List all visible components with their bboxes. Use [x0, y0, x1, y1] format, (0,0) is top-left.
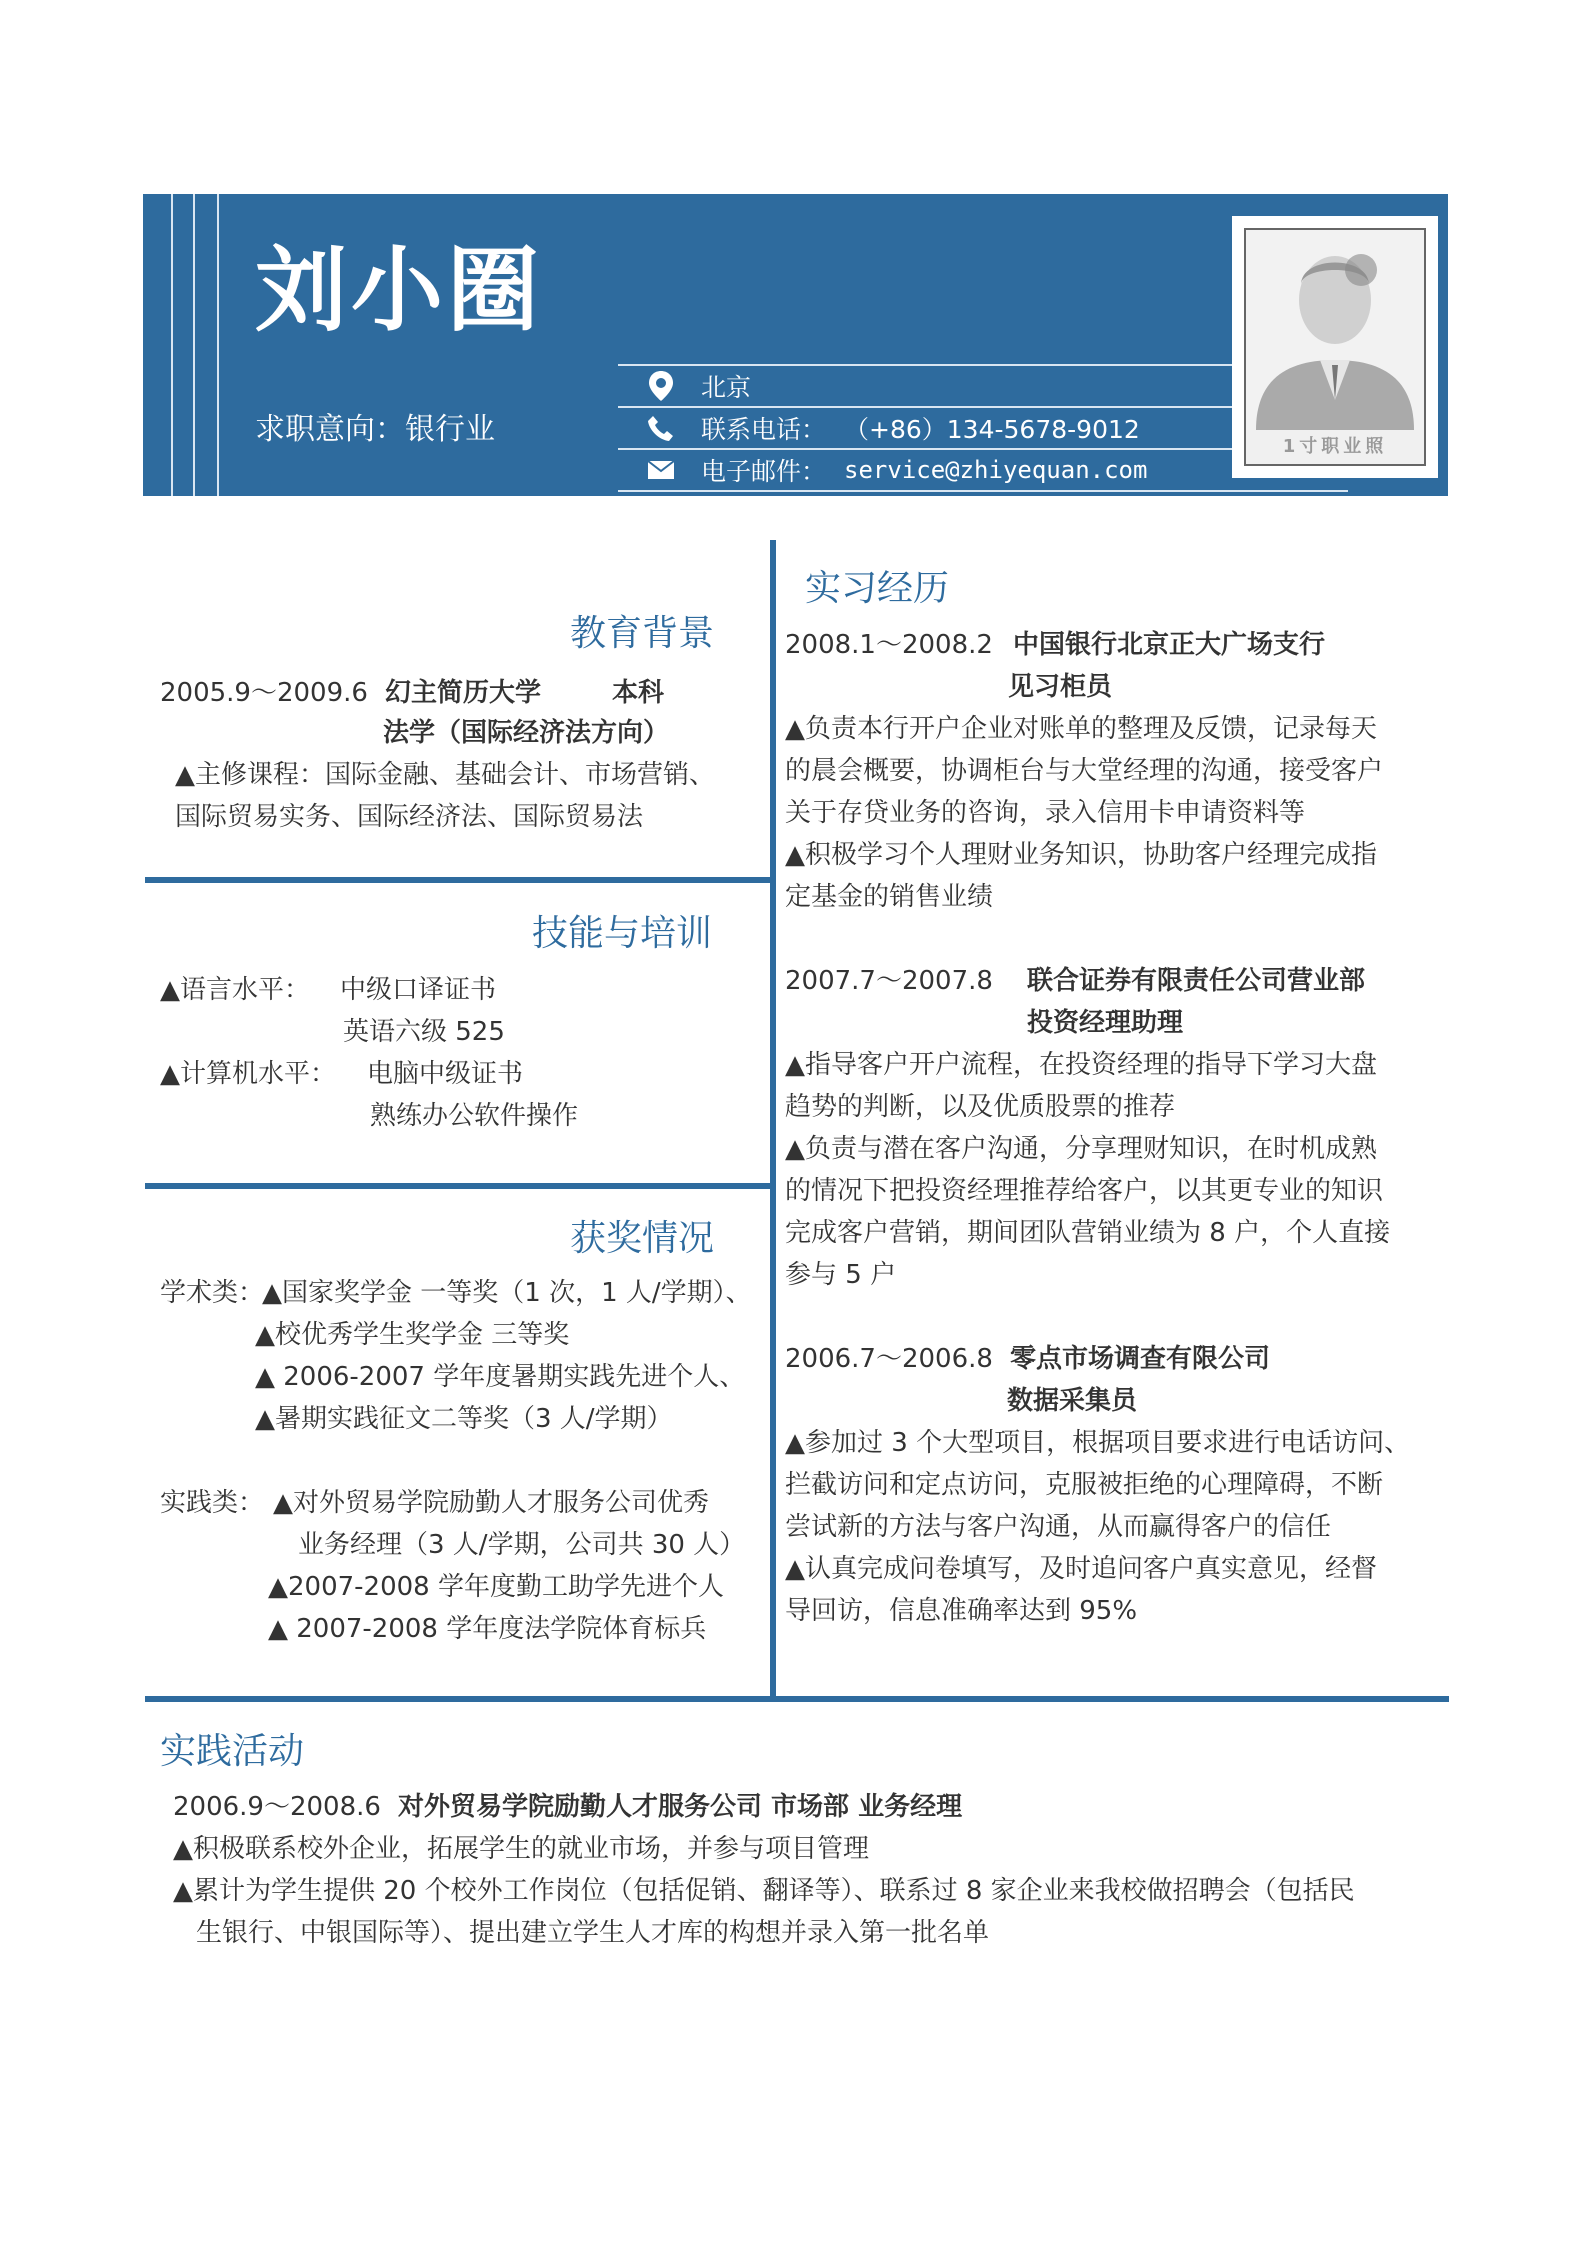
column-divider	[770, 540, 776, 1700]
internship-detail: 的晨会概要，协调柜台与大堂经理的沟通，接受客户	[785, 756, 1384, 786]
header-stripe	[217, 194, 219, 496]
section-divider	[145, 1696, 1449, 1702]
photo-frame	[1232, 216, 1438, 478]
education-courses: 国际贸易实务、国际经济法、国际贸易法	[175, 802, 644, 832]
education-title: 教育背景	[570, 613, 715, 654]
award-item: ▲暑期实践征文二等奖（3 人/学期）	[255, 1404, 673, 1434]
location-text: 北京	[701, 373, 752, 402]
section-divider	[145, 1183, 770, 1189]
internship-company: 中国银行北京正大广场支行	[1013, 630, 1326, 660]
award-item: ▲ 2006-2007 学年度暑期实践先进个人、	[255, 1362, 746, 1392]
internship-detail: ▲认真完成问卷填写，及时追问客户真实意见，经督	[785, 1554, 1377, 1584]
internship-detail: 拦截访问和定点访问，克服被拒绝的心理障碍，不断	[785, 1470, 1384, 1500]
contact-email	[643, 450, 1147, 490]
internship-detail: ▲参加过 3 个大型项目，根据项目要求进行电话访问、	[785, 1428, 1411, 1458]
internship-detail: 关于存贷业务的咨询，录入信用卡申请资料等	[785, 798, 1306, 828]
language-item: 中级口译证书	[340, 975, 497, 1005]
phone-label: 联系电话：	[701, 415, 827, 444]
candidate-name: 刘小圈	[255, 236, 544, 344]
contact-location	[643, 366, 751, 406]
language-item: 英语六级 525	[343, 1017, 505, 1047]
computer-item: 电脑中级证书	[367, 1059, 524, 1089]
internship-period: 2007.7～2007.8	[785, 966, 993, 996]
photo-caption: 1寸职业照	[1282, 436, 1388, 457]
profile-photo	[1244, 228, 1426, 466]
education-period: 2005.9～2009.6	[160, 678, 368, 708]
academic-label: 学术类：	[160, 1278, 265, 1308]
award-item: ▲2007-2008 学年度勤工助学先进个人	[268, 1572, 724, 1602]
section-divider	[145, 877, 770, 883]
internship-role: 投资经理助理	[1027, 1008, 1184, 1038]
avatar-silhouette	[1246, 230, 1424, 430]
language-label: ▲语言水平：	[160, 975, 310, 1005]
internship-detail: ▲积极学习个人理财业务知识，协助客户经理完成指	[785, 840, 1377, 870]
location-pin-icon	[643, 368, 679, 404]
internship-detail: ▲负责本行开户企业对账单的整理及反馈，记录每天	[785, 714, 1377, 744]
internship-period: 2006.7～2006.8	[785, 1344, 993, 1374]
activity-org: 对外贸易学院励勤人才服务公司 市场部 业务经理	[398, 1792, 963, 1822]
internship-company: 联合证券有限责任公司营业部	[1027, 966, 1366, 996]
email-label: 电子邮件：	[701, 457, 827, 486]
contact-phone	[643, 408, 1140, 448]
education-courses: ▲主修课程：国际金融、基础会计、市场营销、	[175, 760, 715, 790]
internship-period: 2008.1～2008.2	[785, 630, 993, 660]
activities-title: 实践活动	[160, 1731, 305, 1772]
header-stripe	[171, 194, 173, 496]
award-item: ▲校优秀学生奖学金 三等奖	[255, 1320, 570, 1350]
internship-detail: 的情况下把投资经理推荐给客户，以其更专业的知识	[785, 1176, 1384, 1206]
resume-header	[143, 194, 1448, 496]
internship-title: 实习经历	[805, 568, 950, 609]
internship-detail: 导回访，信息准确率达到 95%	[785, 1596, 1138, 1626]
activity-detail: ▲累计为学生提供 20 个校外工作岗位（包括促销、翻译等）、联系过 8 家企业来我校做招聘会（包括民	[173, 1876, 1355, 1906]
header-stripe	[193, 194, 195, 496]
phone-icon	[643, 410, 679, 446]
activity-detail: ▲积极联系校外企业，拓展学生的就业市场，并参与项目管理	[173, 1834, 869, 1864]
activity-period: 2006.9～2008.6	[173, 1792, 381, 1822]
activity-detail: 生银行、中银国际等）、提出建立学生人才库的构想并录入第一批名单	[196, 1918, 990, 1948]
internship-detail: 定基金的销售业绩	[785, 882, 994, 912]
skills-title: 技能与培训	[532, 913, 713, 954]
internship-role: 数据采集员	[1007, 1386, 1138, 1416]
award-item: ▲对外贸易学院励勤人才服务公司优秀	[273, 1488, 709, 1518]
award-item: ▲国家奖学金 一等奖（1 次，1 人/学期）、	[262, 1278, 752, 1308]
award-item: 业务经理（3 人/学期，公司共 30 人）	[298, 1530, 746, 1560]
awards-title: 获奖情况	[570, 1218, 715, 1259]
internship-detail: ▲负责与潜在客户沟通，分享理财知识，在时机成熟	[785, 1134, 1377, 1164]
job-intent: 求职意向：银行业	[255, 412, 495, 447]
email-address: service@zhiyequan.com	[844, 456, 1148, 484]
mail-icon	[643, 452, 679, 488]
practice-label: 实践类：	[160, 1488, 265, 1518]
internship-detail: ▲指导客户开户流程，在投资经理的指导下学习大盘	[785, 1050, 1377, 1080]
computer-item: 熟练办公软件操作	[370, 1101, 579, 1131]
education-school: 幻主简历大学	[385, 678, 542, 708]
internship-detail: 完成客户营销，期间团队营销业绩为 8 户，个人直接	[785, 1218, 1391, 1248]
internship-detail: 尝试新的方法与客户沟通，从而赢得客户的信任	[785, 1512, 1332, 1542]
phone-number: （+86）134-5678-9012	[844, 415, 1140, 444]
internship-company: 零点市场调查有限公司	[1010, 1344, 1271, 1374]
computer-label: ▲计算机水平：	[160, 1059, 336, 1089]
education-degree: 本科	[612, 678, 665, 708]
internship-detail: 趋势的判断，以及优质股票的推荐	[785, 1092, 1176, 1122]
contact-divider	[618, 490, 1348, 492]
internship-role: 见习柜员	[1008, 672, 1113, 702]
internship-detail: 参与 5 户	[785, 1260, 897, 1290]
education-major: 法学（国际经济法方向）	[383, 718, 670, 748]
award-item: ▲ 2007-2008 学年度法学院体育标兵	[268, 1614, 707, 1644]
